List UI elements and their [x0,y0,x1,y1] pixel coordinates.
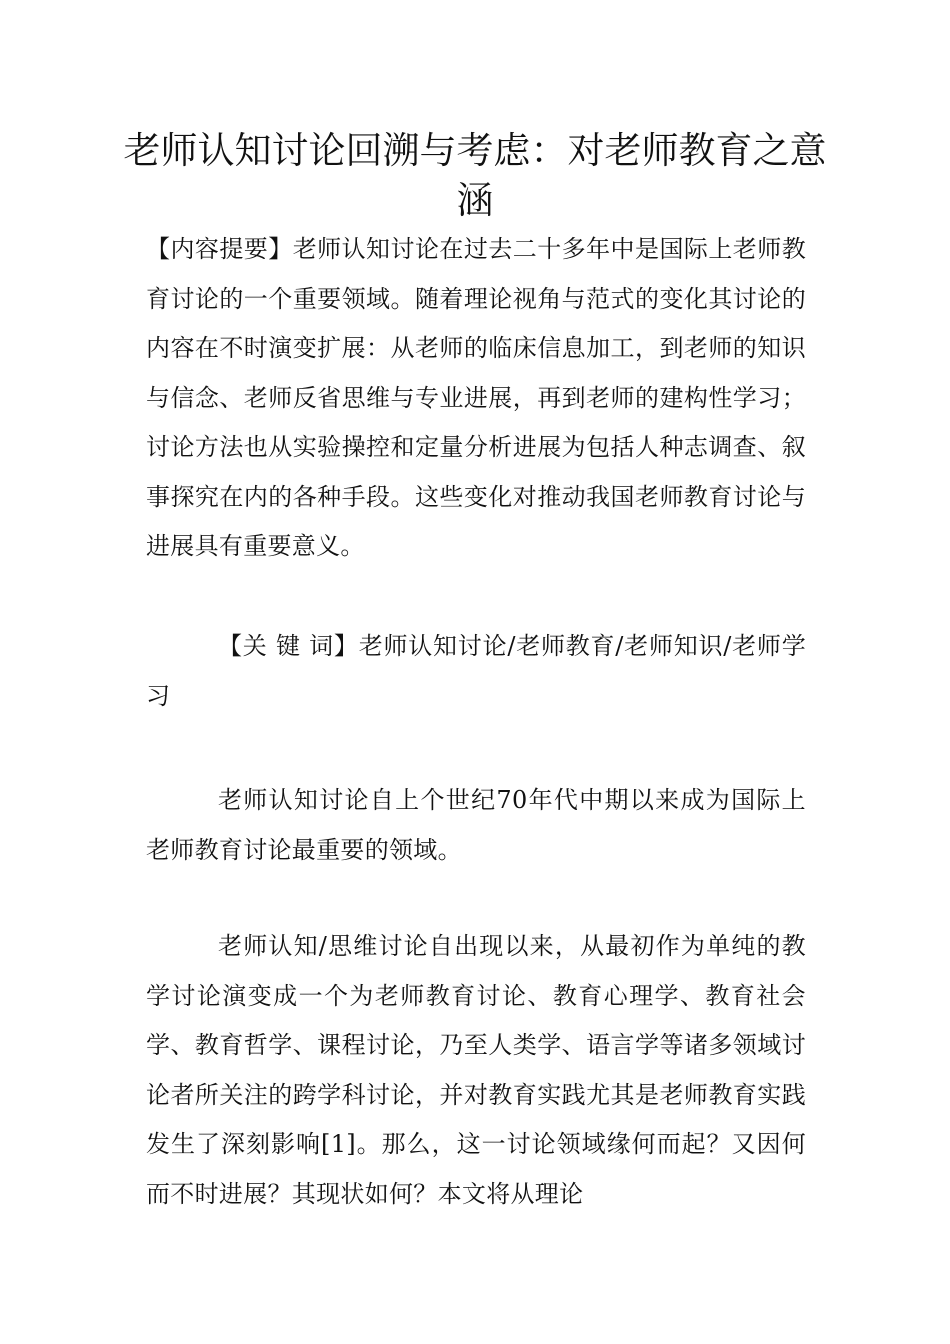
document-title: 老师认知讨论回溯与考虑：对老师教育之意涵 [123,129,827,222]
body-paragraph-1: 老师认知讨论自上个世纪70年代中期以来成为国际上老师教育讨论最重要的领域。 [146,786,806,864]
body-paragraph-2: 老师认知/思维讨论自出现以来，从最初作为单纯的教学讨论演变成一个为老师教育讨论、教育心理学、教育社会学、教育哲学、课程讨论，乃至人类学、语言学等诸多领域讨论者所关注的跨学科讨论，并对教育实践尤其是老师教育实践发生了深刻影响[1]。那么，这一讨论领域缘何而起？又因何而不时进展？其现状如何？本文将从理论 [146,932,806,1208]
keywords-paragraph: 【关 键 词】老师认知讨论/老师教育/老师知识/老师学习 [146,632,806,710]
abstract-paragraph: 【内容提要】老师认知讨论在过去二十多年中是国际上老师教育讨论的一个重要领域。随着理论视角与范式的变化其讨论的内容在不时演变扩展：从老师的临床信息加工，到老师的知识与信念、老师反省思维与专业进展，再到老师的建构性学习；讨论方法也从实验操控和定量分析进展为包括人种志调查、叙事探究在内的各种手段。这些变化对推动我国老师教育讨论与进展具有重要意义。 [146,235,806,560]
